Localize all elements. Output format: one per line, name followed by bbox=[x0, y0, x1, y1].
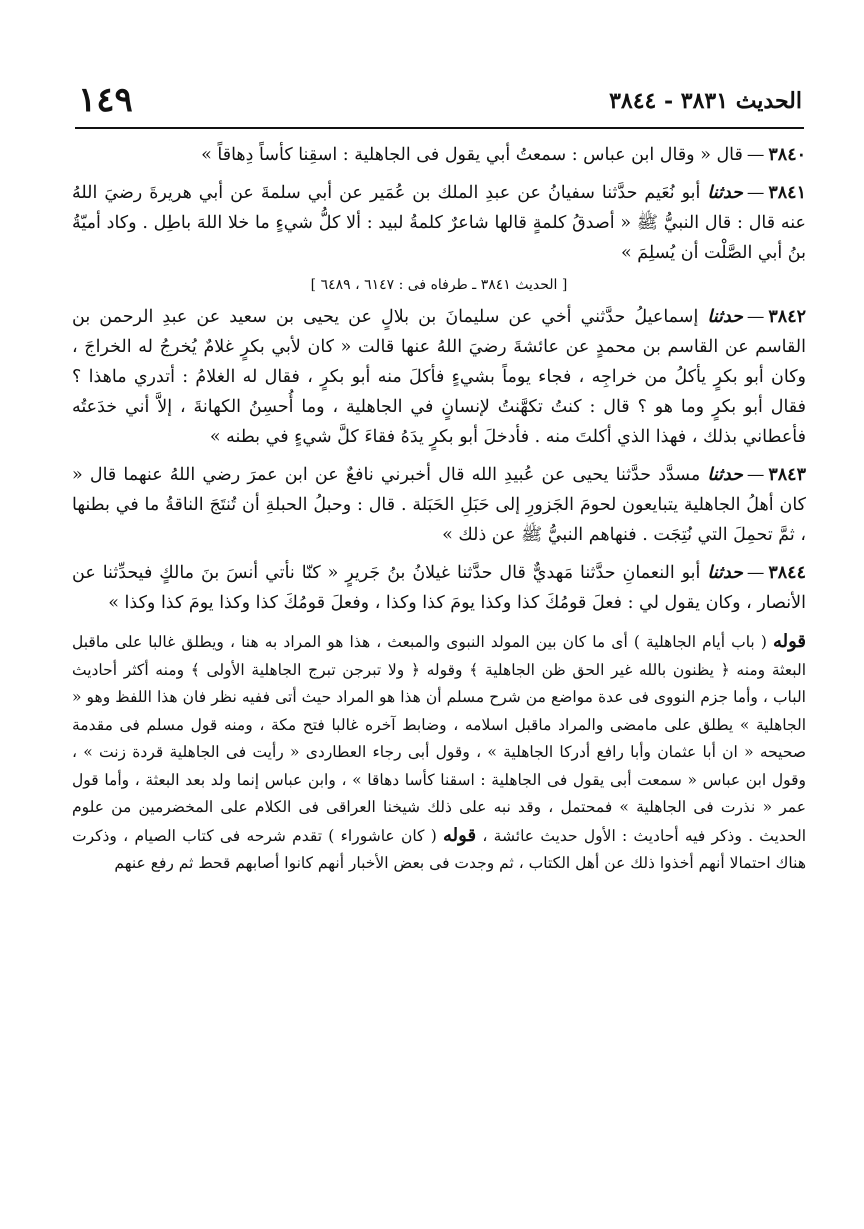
hadith-dash: — bbox=[746, 465, 765, 485]
hadith-3843 bbox=[72, 460, 806, 550]
hadith-dash: — bbox=[746, 145, 765, 165]
haddatha-word: حدثنا bbox=[707, 307, 743, 327]
hadith-paragraph bbox=[72, 140, 806, 170]
hadith-dash: — bbox=[746, 563, 765, 583]
hadith-paragraph bbox=[72, 460, 806, 550]
hadith-paragraph bbox=[72, 178, 806, 268]
hadith-3842 bbox=[72, 302, 806, 452]
page-header bbox=[78, 80, 802, 126]
hadith-text: إسماعيلُ حدَّثني أخي عن سليمانَ بن بلالٍ عن يحيى بن سعيد عن عبدِ الرحمن بن القاسم عن القاسم بن محمدٍ عن عائشةَ رضيَ اللهُ عنها قالت « كان لأبي بكرٍ غلامٌ يُخرجُ له الخراجَ ، وكان أبو بكرٍ يأكلُ من خراجِه ، فجاء يوماً بشيءٍ فأكلَ منه أبو بكرٍ ، فقال له الغلامُ : أتدري ماهذا ؟ فقال أبو بكرٍ وما هو ؟ قال : كنتُ تكهَّنتُ لإنسانٍ في الجاهلية ، وما أُحسِنُ الكهانةَ ، إلاَّ أني خدَعتُه فأعطاني بذلك ، فهذا الذي أكلتَ منه . فأدخلَ أبو بكرٍ يدَهُ فقاءَ كلَّ شيءٍ في بطنه » bbox=[72, 307, 806, 447]
commentary-lead: قوله bbox=[772, 631, 807, 652]
hadith-text: أبو النعمانِ حدَّثنا مَهديٌّ قال حدَّثنا غيلانُ بنُ جَريرٍ « كنّا نأتي أنسَ بنَ مالكٍ فيحدِّثنا عن الأنصار ، وكان يقول لي : فعلَ قومُكَ كذا وكذا يومَ كذا وكذا ، وفعلَ قومُكَ كذا وكذا يومَ كذا وكذا » bbox=[72, 563, 806, 613]
hadith-number: ٣٨٤٢ bbox=[768, 307, 806, 327]
hadith-text: قال « وقال ابن عباس : سمعتُ أبي يقول فى الجاهلية : اسقِنا كأساً دِهاقاً » bbox=[201, 145, 743, 165]
page-body bbox=[72, 140, 806, 878]
hadith-number: ٣٨٤١ bbox=[768, 183, 806, 203]
hadith-number: ٣٨٤٠ bbox=[768, 145, 806, 165]
hadith-3844 bbox=[72, 558, 806, 618]
header-rule bbox=[75, 127, 804, 129]
haddatha-word: حدثنا bbox=[707, 563, 743, 583]
commentary bbox=[72, 628, 806, 878]
page-number: ١٤٩ bbox=[78, 80, 133, 120]
hadith-number: ٣٨٤٣ bbox=[768, 465, 806, 485]
hadith-3841 bbox=[72, 178, 806, 268]
commentary-text: ( كان عاشوراء ) تقدم شرحه فى كتاب الصيام ، وذكرت هناك احتمالا أنهم أخذوا ذلك عن أهل الكتاب ، ثم وجدت فى بعض الأخبار أنهم كانوا أصابهم قحط ثم رفع عنهم bbox=[72, 826, 806, 872]
hadith-paragraph bbox=[72, 558, 806, 618]
hadith-dash: — bbox=[746, 183, 765, 203]
hadith-paragraph bbox=[72, 302, 806, 452]
haddatha-word: حدثنا bbox=[707, 465, 743, 485]
cross-reference: [ الحديث ٣٨٤١ ـ طرفاه فى : ٦١٤٧ ، ٦٤٨٩ ] bbox=[310, 277, 568, 293]
commentary-text: ( باب أيام الجاهلية ) أى ما كان بين المولد النبوى والمبعث ، هذا هو المراد به هنا ، ويطلق غالبا على ماقبل البعثة ومنه ﴿ يظنون بالله غير الحق ظن الجاهلية ﴾ وقوله ﴿ ولا تبرجن تبرج الجاهلية الأولى ﴾ ومنه أكثر أحاديث الباب ، وأما جزم النووى فى عدة مواضع من شرح مسلم أن هذا هو المراد حيث أتى ففيه نظر فان هذا اللفظ وهو « الجاهلية » يطلق على مامضى والمراد ماقبل اسلامه ، وضابط آخره غالبا فتح مكة ، ومنه قول مسلم فى مقدمة صحيحه « ان أبا عثمان وأبا رافع أدركا الجاهلية » ، وقول أبى رجاء العطاردى « رأيت فى الجاهلية قردة زنت » ، وقول ابن عباس « سمعت أبى يقول فى الجاهلية : اسقنا كأسا دهاقا » ، وابن عباس إنما ولد بعد البعثة ، وأما قول عمر « نذرت فى الجاهلية » فمحتمل ، وقد نبه على ذلك شيخنا العراقى فى الكلام على المخضرمين من علوم الحديث . وذكر فيه أحاديث : الأول حديث عائشة ، bbox=[72, 633, 806, 845]
running-title: الحديث ٣٨٣١ - ٣٨٤٤ bbox=[609, 88, 802, 114]
hadith-text: أبو نُعَيم حدَّثنا سفيانُ عن عبدِ الملك بن عُمَير عن أبي سلمةَ عن أبي هريرةَ رضيَ اللهُ عنه قال : قال النبيُّ ﷺ « أصدقُ كلمةٍ قالها شاعرٌ كلمةُ لبيد : ألا كلُّ شيءٍ ما خلا اللهَ باطِل . وكاد أميّةُ بنُ أبي الصَّلْت أن يُسلِمَ » bbox=[72, 183, 806, 263]
hadith-text: مسدَّد حدَّثنا يحيى عن عُبيدِ الله قال أخبرني نافعٌ عن ابن عمرَ رضي اللهُ عنهما قال « كان أهلُ الجاهلية يتبايعون لحومَ الجَزورِ إلى حَبَلِ الحَبَلة . قال : وحبلُ الحبلةِ أن تُنتَجَ الناقةُ ما في بطنها ، ثمَّ تحمِلَ التي نُتِجَت . فنهاهم النبيُّ ﷺ عن ذلك » bbox=[72, 465, 806, 545]
hadith-dash: — bbox=[746, 307, 765, 327]
haddatha-word: حدثنا bbox=[707, 183, 743, 203]
commentary-lead: قوله bbox=[443, 824, 477, 846]
hadith-number: ٣٨٤٤ bbox=[768, 563, 806, 583]
hadith-3840 bbox=[72, 140, 806, 170]
